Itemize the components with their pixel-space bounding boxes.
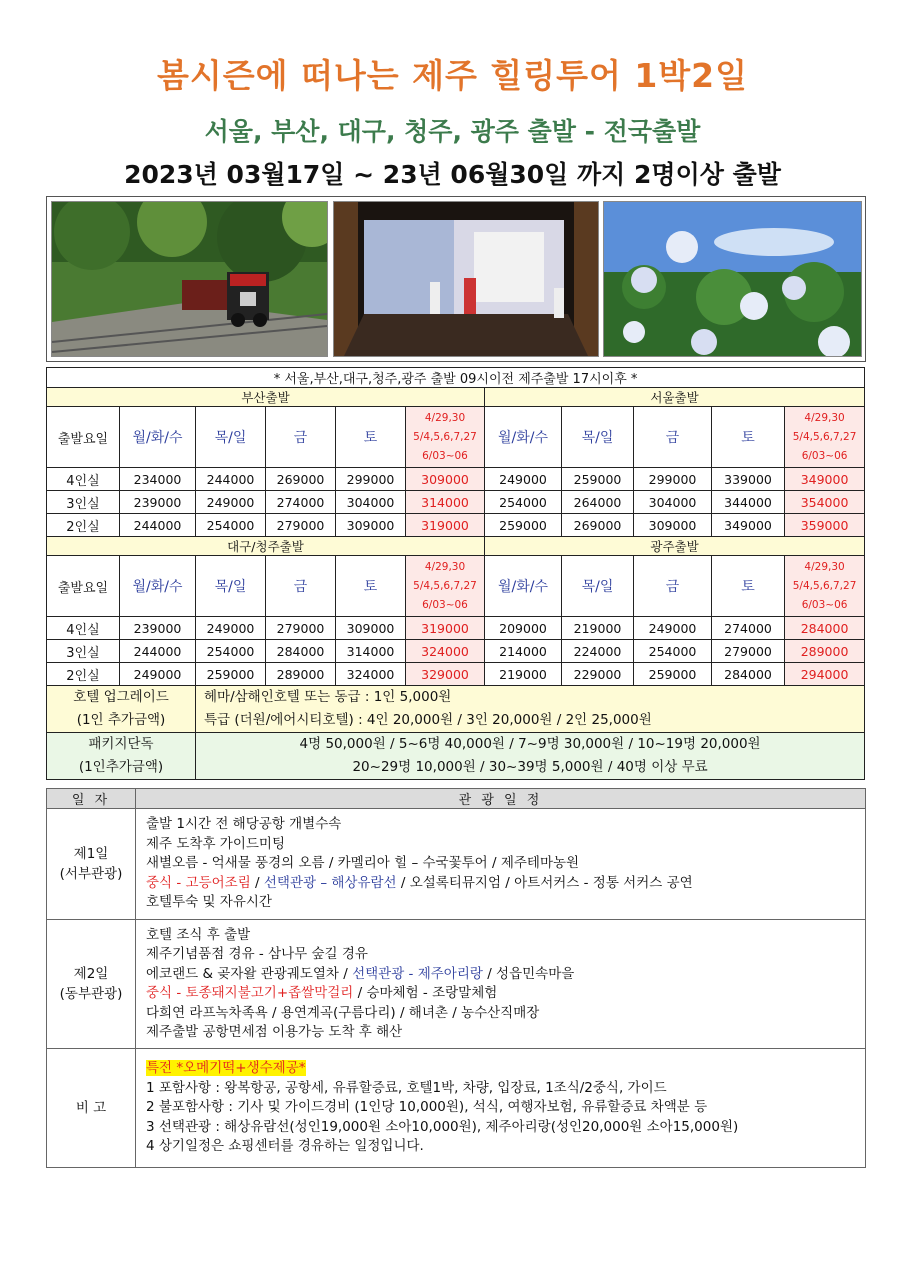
peak-price-cell: 359000 bbox=[785, 514, 865, 537]
price-row bbox=[47, 663, 865, 686]
day2-plan bbox=[136, 920, 866, 1049]
col-mon-wed: 월/화/수 bbox=[120, 407, 196, 468]
day2-title: 제2일 bbox=[73, 966, 109, 982]
price-cell: 219000 bbox=[485, 663, 562, 686]
plan-line: 제주 도착후 가이드미팅 bbox=[146, 835, 285, 852]
col-sat: 토 bbox=[336, 556, 406, 617]
region-busan: 부산출발 bbox=[47, 388, 485, 407]
plan-line: 다희연 라프녹차족욕 / 용연계곡(구름다리) / 해녀촌 / 농수산직매장 bbox=[146, 1004, 540, 1021]
region-seoul: 서울출발 bbox=[485, 388, 865, 407]
hotel-upgrade-line: 헤마/삼해인호텔 또는 동급 : 1인 5,000원 bbox=[204, 689, 452, 705]
price-cell: 309000 bbox=[634, 514, 712, 537]
col-peak bbox=[406, 407, 485, 468]
price-cell: 254000 bbox=[485, 491, 562, 514]
package-sub: (1인추가금액) bbox=[78, 759, 164, 775]
plan-line: 출발 1시간 전 해당공항 개별수속 bbox=[146, 816, 342, 833]
price-cell: 254000 bbox=[196, 514, 266, 537]
price-cell: 309000 bbox=[336, 617, 406, 640]
itinerary-day2 bbox=[47, 920, 866, 1049]
price-cell: 299000 bbox=[634, 468, 712, 491]
room-type: 3인실 bbox=[47, 640, 120, 663]
notes-line: 1 포함사항 : 왕복항공, 공항세, 유류할증료, 호텔1박, 차량, 입장료, 1조식/2중식, 가이드 bbox=[146, 1079, 667, 1096]
notes-body bbox=[136, 1049, 866, 1168]
price-cell: 274000 bbox=[266, 491, 336, 514]
peak-price-cell: 284000 bbox=[785, 617, 865, 640]
price-cell: 279000 bbox=[712, 640, 785, 663]
col-thu-sun: 목/일 bbox=[562, 407, 634, 468]
day1-sub: (서부관광) bbox=[59, 866, 123, 882]
hotel-upgrade-sub: (1인 추가금액) bbox=[76, 712, 166, 728]
peak-price-cell: 349000 bbox=[785, 468, 865, 491]
room-type: 3인실 bbox=[47, 491, 120, 514]
room-type: 4인실 bbox=[47, 468, 120, 491]
travel-period: 2023년 03월17일 ~ 23년 06월30일 까지 2명이상 출발 bbox=[124, 160, 781, 189]
col-fri: 금 bbox=[266, 556, 336, 617]
col-mon-wed: 월/화/수 bbox=[120, 556, 196, 617]
peak-price-cell: 319000 bbox=[406, 617, 485, 640]
itinerary-table bbox=[46, 788, 866, 1168]
col-thu-sun: 목/일 bbox=[562, 556, 634, 617]
price-cell: 309000 bbox=[336, 514, 406, 537]
price-cell: 314000 bbox=[336, 640, 406, 663]
price-cell: 234000 bbox=[120, 468, 196, 491]
price-cell: 249000 bbox=[634, 617, 712, 640]
price-cell: 259000 bbox=[562, 468, 634, 491]
peak-price-cell: 294000 bbox=[785, 663, 865, 686]
peak-date: 5/4,5,6,7,27 bbox=[413, 579, 477, 592]
price-row bbox=[47, 491, 865, 514]
price-cell: 269000 bbox=[562, 514, 634, 537]
peak-date: 4/29,30 bbox=[804, 560, 845, 573]
plan-line: 호텔투숙 및 자유시간 bbox=[146, 894, 272, 911]
col-sat: 토 bbox=[712, 556, 785, 617]
col-fri: 금 bbox=[634, 556, 712, 617]
price-cell: 259000 bbox=[485, 514, 562, 537]
plan-text: / 오설록티뮤지엄 / 아트서커스 - 정통 서커스 공연 bbox=[396, 874, 693, 891]
hotel-upgrade-detail bbox=[196, 686, 865, 733]
peak-date: 4/29,30 bbox=[804, 411, 845, 424]
hotel-upgrade-line: 특급 (더원/에어시티호텔) : 4인 20,000원 / 3인 20,000원 / 2인 25,000원 bbox=[204, 712, 652, 728]
plan-text: / 승마체험 - 조랑말체험 bbox=[353, 985, 498, 1001]
row-label: 출발요일 bbox=[47, 556, 120, 617]
region-daegu-cheongju: 대구/청주출발 bbox=[47, 537, 485, 556]
region-gwangju: 광주출발 bbox=[485, 537, 865, 556]
itinerary-day1 bbox=[47, 809, 866, 920]
price-cell: 249000 bbox=[120, 663, 196, 686]
price-row bbox=[47, 640, 865, 663]
price-cell: 279000 bbox=[266, 617, 336, 640]
stage-show-photo bbox=[333, 201, 599, 357]
col-thu-sun: 목/일 bbox=[196, 407, 266, 468]
price-cell: 244000 bbox=[196, 468, 266, 491]
peak-price-cell: 354000 bbox=[785, 491, 865, 514]
peak-price-cell: 309000 bbox=[406, 468, 485, 491]
peak-price-cell: 324000 bbox=[406, 640, 485, 663]
plan-line bbox=[146, 984, 855, 1004]
peak-price-cell: 289000 bbox=[785, 640, 865, 663]
hotel-upgrade-label bbox=[47, 686, 196, 733]
price-cell: 209000 bbox=[485, 617, 562, 640]
row-label: 출발요일 bbox=[47, 407, 120, 468]
itinerary-notes bbox=[47, 1049, 866, 1168]
price-cell: 229000 bbox=[562, 663, 634, 686]
price-cell: 244000 bbox=[120, 640, 196, 663]
package-label bbox=[47, 733, 196, 780]
plan-text: / bbox=[250, 874, 264, 891]
peak-price-cell: 319000 bbox=[406, 514, 485, 537]
col-sat: 토 bbox=[336, 407, 406, 468]
optional-tour: 선택관광 – 해상유람선 bbox=[263, 874, 397, 891]
peak-date: 6/03~06 bbox=[422, 449, 468, 462]
lunch-menu: 중식 - 토종돼지불고기+좁쌀막걸리 bbox=[146, 985, 354, 1001]
eco-train-photo bbox=[51, 201, 328, 357]
hotel-upgrade-title: 호텔 업그레이드 bbox=[73, 689, 169, 705]
col-mon-wed: 월/화/수 bbox=[485, 407, 562, 468]
day1-plan bbox=[136, 809, 866, 920]
page-title: 봄시즌에 떠나는 제주 힐링투어 1박2일 bbox=[156, 56, 749, 95]
peak-date: 5/4,5,6,7,27 bbox=[792, 579, 857, 592]
price-cell: 264000 bbox=[562, 491, 634, 514]
package-title: 패키지단독 bbox=[88, 736, 154, 752]
col-plan-header: 관 광 일 정 bbox=[136, 789, 866, 809]
price-cell: 274000 bbox=[712, 617, 785, 640]
price-row bbox=[47, 617, 865, 640]
notes-line: 4 상기일정은 쇼핑센터를 경유하는 일정입니다. bbox=[146, 1138, 424, 1155]
col-mon-wed: 월/화/수 bbox=[485, 556, 562, 617]
col-fri: 금 bbox=[634, 407, 712, 468]
price-cell: 244000 bbox=[120, 514, 196, 537]
col-thu-sun: 목/일 bbox=[196, 556, 266, 617]
peak-price-cell: 329000 bbox=[406, 663, 485, 686]
day2-label bbox=[47, 920, 136, 1049]
price-cell: 224000 bbox=[562, 640, 634, 663]
price-cell: 349000 bbox=[712, 514, 785, 537]
price-cell: 254000 bbox=[196, 640, 266, 663]
price-cell: 239000 bbox=[120, 491, 196, 514]
price-table bbox=[46, 367, 865, 780]
package-line: 4명 50,000원 / 5~6명 40,000원 / 7~9명 30,000원 / 10~19명 20,000원 bbox=[299, 736, 761, 752]
notes-line: 2 불포함사항 : 기사 및 가이드경비 (1인당 10,000원), 석식, 여행자보험, 유류할증료 차액분 등 bbox=[146, 1099, 708, 1116]
peak-price-cell: 314000 bbox=[406, 491, 485, 514]
plan-line: 새별오름 - 억새물 풍경의 오름 / 카멜리아 힐 – 수국꽃투어 / 제주테마농원 bbox=[146, 855, 580, 872]
price-cell: 289000 bbox=[266, 663, 336, 686]
peak-date: 6/03~06 bbox=[801, 449, 848, 462]
price-cell: 304000 bbox=[336, 491, 406, 514]
photo-strip bbox=[46, 196, 866, 362]
col-day-header: 일 자 bbox=[47, 789, 136, 809]
price-cell: 219000 bbox=[562, 617, 634, 640]
day1-title: 제1일 bbox=[73, 846, 109, 862]
plan-line bbox=[146, 874, 855, 894]
notes-line: 3 선택관광 : 해상유람선(성인19,000원 소아10,000원), 제주아리랑(성인20,000원 소아15,000원) bbox=[146, 1118, 739, 1135]
price-cell: 269000 bbox=[266, 468, 336, 491]
price-cell: 259000 bbox=[196, 663, 266, 686]
plan-line: 제주기념품점 경유 - 삼나무 숲길 경유 bbox=[146, 946, 368, 962]
day2-sub: (동부관광) bbox=[59, 986, 123, 1002]
price-cell: 344000 bbox=[712, 491, 785, 514]
peak-date: 6/03~06 bbox=[422, 598, 468, 611]
price-cell: 249000 bbox=[196, 491, 266, 514]
departure-cities-subtitle: 서울, 부산, 대구, 청주, 광주 출발 - 전국출발 bbox=[204, 117, 701, 146]
col-peak bbox=[406, 556, 485, 617]
room-type: 4인실 bbox=[47, 617, 120, 640]
lunch-menu: 중식 - 고등어조림 bbox=[146, 874, 251, 891]
day1-label bbox=[47, 809, 136, 920]
price-cell: 259000 bbox=[634, 663, 712, 686]
departure-notice: * 서울,부산,대구,청주,광주 출발 09시이전 제주출발 17시이후 * bbox=[47, 368, 865, 388]
hydrangea-photo bbox=[603, 201, 862, 357]
peak-date: 5/4,5,6,7,27 bbox=[413, 430, 477, 443]
price-row bbox=[47, 514, 865, 537]
plan-text: 에코랜드 & 곶자왈 관광궤도열차 / bbox=[146, 965, 353, 982]
col-peak bbox=[785, 407, 865, 468]
plan-line: 제주출발 공항면세점 이용가능 도착 후 해산 bbox=[146, 1024, 403, 1040]
price-cell: 254000 bbox=[634, 640, 712, 663]
optional-tour: 선택관광 - 제주아리랑 bbox=[352, 965, 483, 982]
plan-text: / 성읍민속마을 bbox=[482, 965, 575, 982]
col-fri: 금 bbox=[266, 407, 336, 468]
price-cell: 214000 bbox=[485, 640, 562, 663]
price-cell: 299000 bbox=[336, 468, 406, 491]
price-row bbox=[47, 468, 865, 491]
price-cell: 304000 bbox=[634, 491, 712, 514]
package-detail bbox=[196, 733, 865, 780]
price-cell: 249000 bbox=[196, 617, 266, 640]
room-type: 2인실 bbox=[47, 663, 120, 686]
price-cell: 279000 bbox=[266, 514, 336, 537]
notes-line bbox=[146, 1059, 855, 1079]
peak-date: 4/29,30 bbox=[424, 560, 466, 573]
col-sat: 토 bbox=[712, 407, 785, 468]
price-cell: 284000 bbox=[712, 663, 785, 686]
price-cell: 239000 bbox=[120, 617, 196, 640]
col-peak bbox=[785, 556, 865, 617]
package-line: 20~29명 10,000원 / 30~39명 5,000원 / 40명 이상 무료 bbox=[352, 759, 708, 775]
peak-date: 4/29,30 bbox=[424, 411, 466, 424]
special-benefit: 특전 *오메기떡+생수제공* bbox=[146, 1060, 306, 1077]
peak-date: 5/4,5,6,7,27 bbox=[792, 430, 857, 443]
room-type: 2인실 bbox=[47, 514, 120, 537]
price-cell: 284000 bbox=[266, 640, 336, 663]
plan-line: 호텔 조식 후 출발 bbox=[146, 926, 251, 943]
price-cell: 249000 bbox=[485, 468, 562, 491]
notes-label: 비 고 bbox=[47, 1049, 136, 1168]
price-cell: 324000 bbox=[336, 663, 406, 686]
plan-line bbox=[146, 965, 855, 985]
peak-date: 6/03~06 bbox=[801, 598, 848, 611]
price-cell: 339000 bbox=[712, 468, 785, 491]
